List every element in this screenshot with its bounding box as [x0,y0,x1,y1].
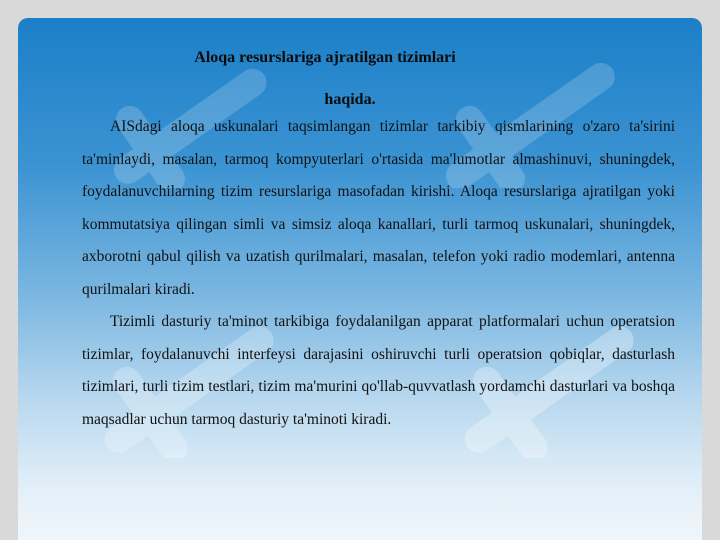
slide-title: Aloqa resurslariga ajratilgan tizimlari [194,49,456,66]
paragraph-2: Tizimli dasturiy ta'minot tarkibiga foydalanilgan apparat platformalari uchun operatsion tizimlar, foydalanuvchi interfeysi darajasini oshiruvchi turli operatsion qobiqlar, dasturlash tizimlari, turli tizim testlari, tizim ma'murini qo'llab-quvvatlash yordamchi dasturlari va boshqa maqsadlar uchun tarmoq dasturiy ta'minoti kiradi. [82,313,675,428]
paragraph-1: AISdagi aloqa uskunalari taqsimlangan tizimlar tarkibiy qismlarining o'zaro ta'sirini ta'minlaydi, masalan, tarmoq kompyuterlari o'rtasida ma'lumotlar almashinuvi, shuningdek, foydalanuvchilarning tizim resurslariga masofadan kirishi. Aloqa resurslariga ajratilgan yoki kommutatsiya qilingan simli va simsiz aloqa kanallari, turli tarmoq uskunalari, shuningdek, axborotni qabul qilish va uzatish qurilmalari, masalan, telefon yoki radio modemlari, antenna qurilmalari kiradi. [82,118,675,298]
slide-title-continued: haqida. [324,91,376,108]
body-text [82,111,675,436]
